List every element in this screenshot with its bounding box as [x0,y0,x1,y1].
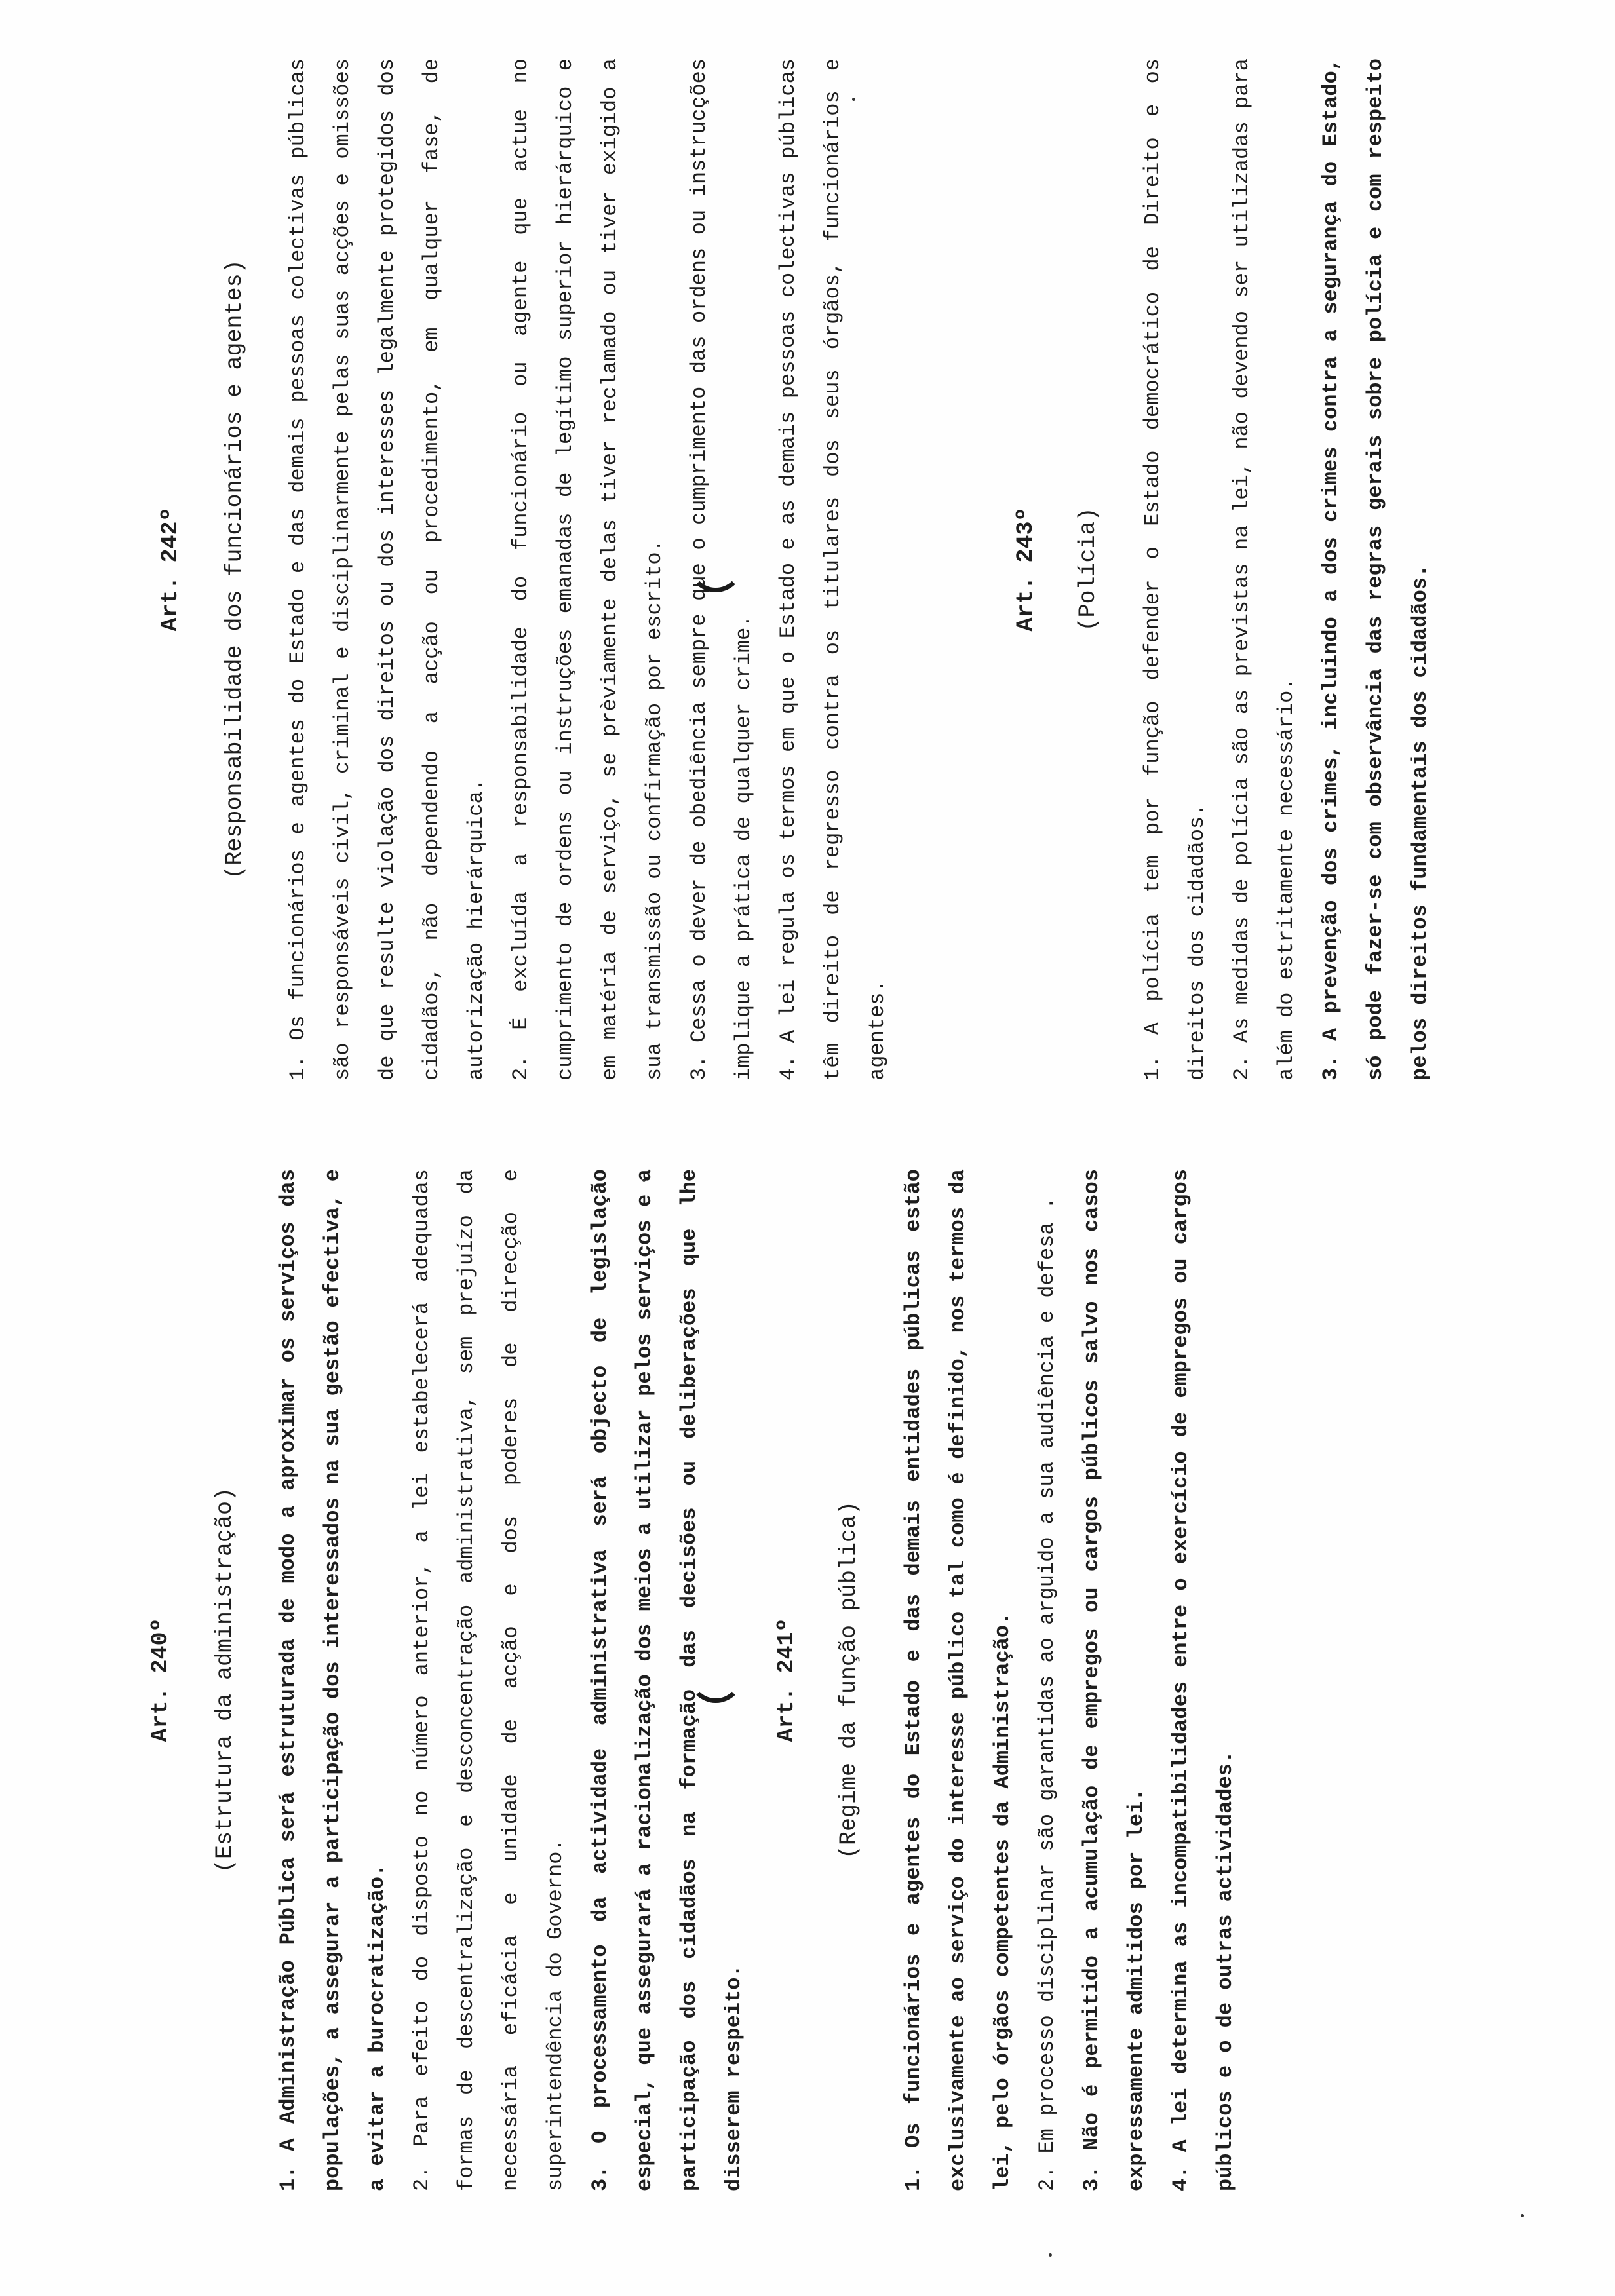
paragraph: 3. O processamento da actividade administrativa será objecto de legislação especial, que assegurará a racionalização dos meios a utilizar pelos serviços e a participação dos cidadãos na formação das decisões ou deliberações que lhe disserem respeito. [588,1169,746,2191]
article-heading: Art. 241º [773,1618,800,1742]
article-240 [144,1169,756,2191]
article-heading: Art. 243º [1013,507,1039,632]
paragraph: 4. A lei determina as incompatibilidades entre o exercício de empregos ou cargos públicos e o de outras actividades. [1169,1169,1237,2191]
speck [1521,2214,1524,2217]
article-heading: Art. 242º [157,507,184,632]
right-column [0,58,1615,1081]
paragraph: 2. Em processo disciplinar são garantidas ao arguido a sua audiência e defesa . [1035,1196,1059,2191]
paragraph: 3. Não é permitido a acumulação de empregos ou cargos públicos salvo nos casos expressamente admitidos por lei. [1080,1169,1148,2191]
article-243 [1009,58,1443,1081]
paragraph: 3. Cessa o dever de obediência sempre que o cumprimento das ordens ou instrucções implique a prática de qualquer crime. [687,58,756,1081]
paragraph: 2. As medidas de polícia são as previstas na lei, não devendo ser utilizadas para além do estritamente necessário. [1230,58,1298,1081]
article-subtitle: (Estrutura da administração) [212,1487,238,1873]
paragraph: 1. A polícia tem por função defender o Estado democrático de Direito e os direitos dos cidadãos. [1140,58,1209,1081]
speck [1049,2253,1052,2257]
left-column [0,1169,1615,2191]
paragraph: 1. Os funcionários e agentes do Estado e das demais pessoas colectivas públicas são responsáveis civil, criminal e disciplinarmente pelas suas acções e omissões de que resulte violação dos direitos ou dos interesses legalmente protegidos dos cidadãos, não dependendo a acção ou procedimento, em qualquer fase, de autorização hierárquica. [286,58,488,1081]
article-subtitle: (Responsabilidade dos funcionários e agentes) [222,259,248,879]
paragraph: 1. A Administração Pública será estruturada de modo a aproximar os serviços das populações, a assegurar a participação dos interessados na sua gestão efectiva, e a evitar a burocratização. [276,1169,389,2191]
paragraph: 2. Para efeito do disposto no número anterior, a lei estabelecerá adequadas formas de descentralização e desconcentração administrativa, sem prejuízo da necessária eficácia e unidade de acção e dos poderes de direcção e superintendência do Governo. [410,1169,568,2191]
article-subtitle: (Regime da função pública) [836,1501,862,1860]
article-heading: Art. 240º [147,1618,174,1742]
paragraph: 2. É excluída a responsabilidade do funcionário ou agente que actue no cumprimento de ordens ou instruções emanadas de legítimo superior hierárquico e em matéria de serviço, se prèviamente delas tiver reclamado ou tiver exigido a sua transmissão ou confirmação por escrito. [509,58,667,1081]
paragraph: 4. A lei regula os termos em que o Estado e as demais pessoas colectivas públicas têm direito de regresso contra os titulares dos seus órgãos, funcionários e agentes. [776,58,889,1081]
paragraph: 3. A prevenção dos crimes, incluindo a dos crimes contra a segurança do Estado, só pode fazer-se com observância das regras gerais sobre polícia e com respeito pelos direitos fundamentais dos cidadãos. [1319,58,1432,1081]
article-241 [770,1169,1248,2191]
article-subtitle: (Polícia) [1075,507,1101,632]
article-242 [154,58,900,1081]
paragraph: 1. Os funcionários e agentes do Estado e das demais entidades públicas estão exclusivamente ao serviço do interesse público tal como é definido, nos termos da lei, pelo órgãos competentes da Administração. [901,1169,1015,2191]
